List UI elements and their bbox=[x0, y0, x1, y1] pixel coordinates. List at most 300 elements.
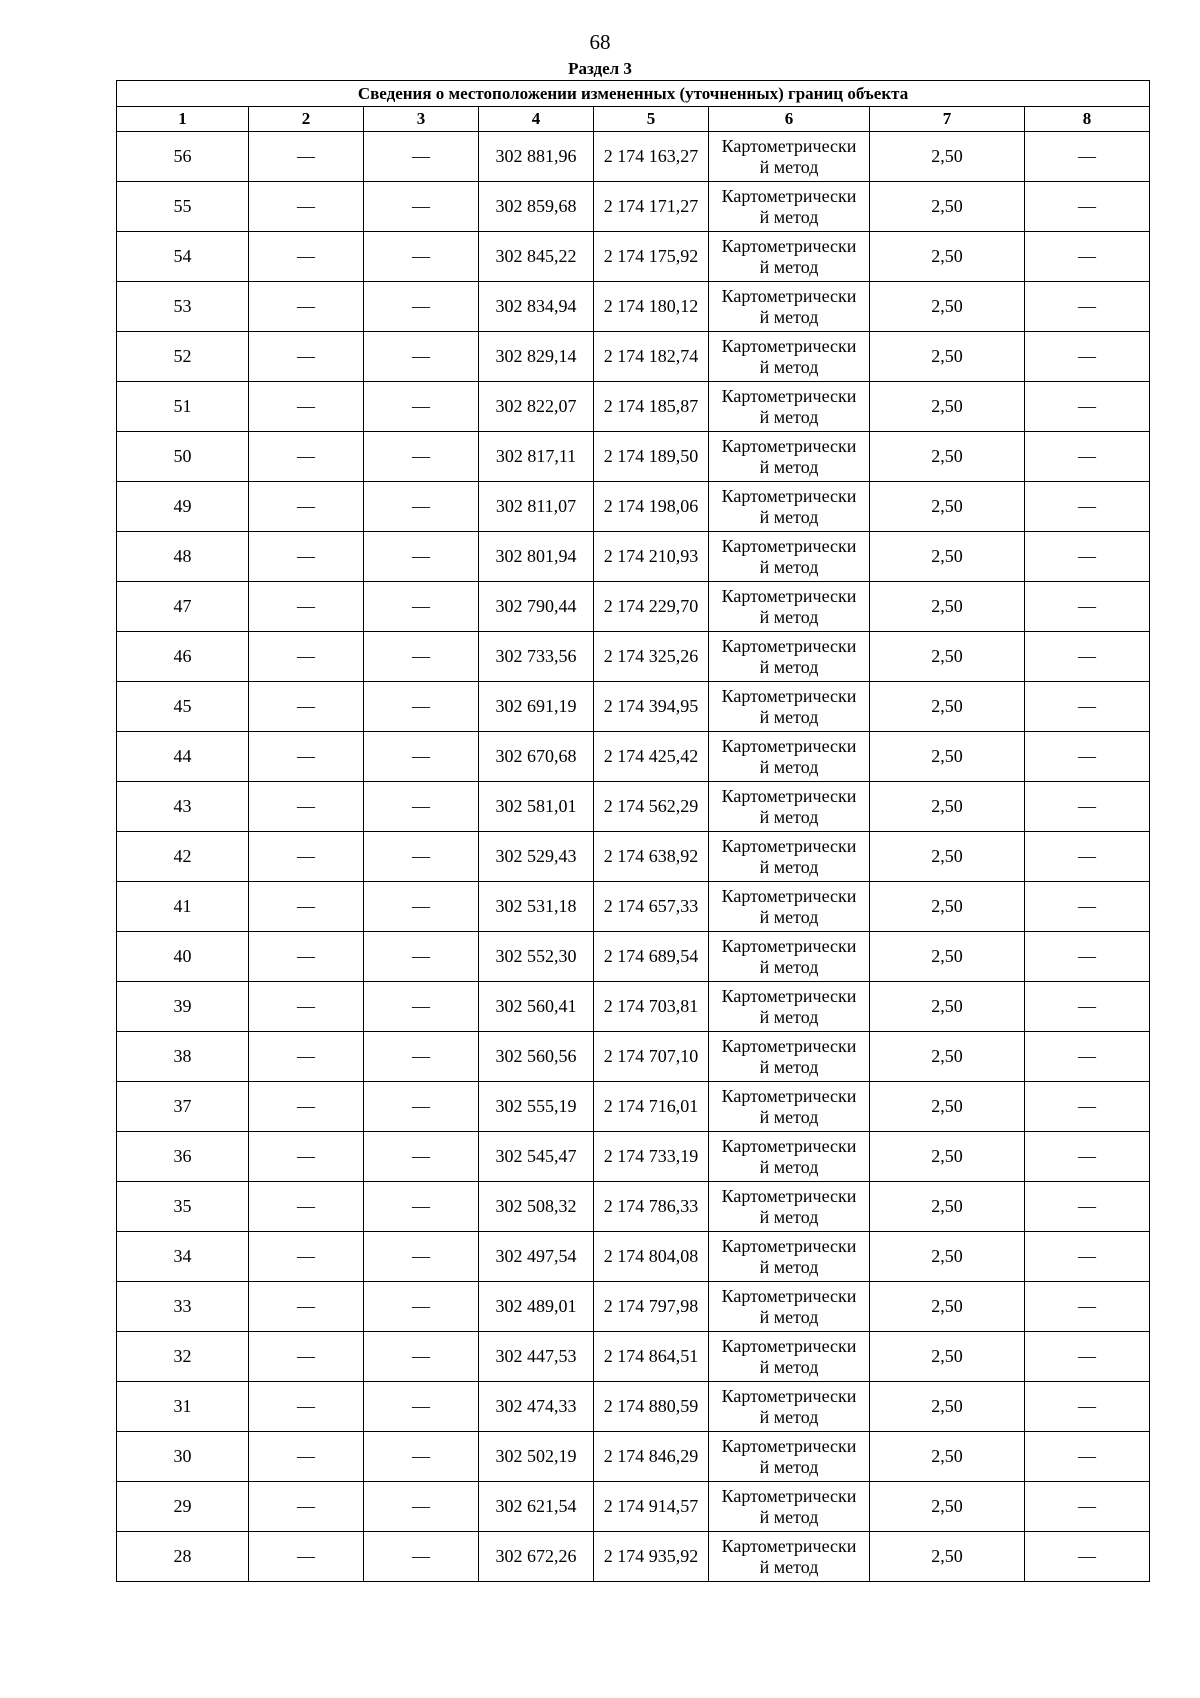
accuracy-cell: 2,50 bbox=[870, 232, 1025, 282]
table-row bbox=[117, 232, 1150, 282]
column-3-cell: — bbox=[364, 732, 479, 782]
column-8-cell: — bbox=[1025, 1382, 1150, 1432]
column-3-cell: — bbox=[364, 882, 479, 932]
column-3-cell: — bbox=[364, 232, 479, 282]
column-3-cell: — bbox=[364, 932, 479, 982]
column-3-cell: — bbox=[364, 1082, 479, 1132]
method-cell bbox=[709, 682, 870, 732]
table-row bbox=[117, 882, 1150, 932]
accuracy-cell: 2,50 bbox=[870, 982, 1025, 1032]
column-2-cell: — bbox=[249, 232, 364, 282]
point-number-cell: 45 bbox=[117, 682, 249, 732]
accuracy-cell: 2,50 bbox=[870, 1282, 1025, 1332]
accuracy-cell: 2,50 bbox=[870, 132, 1025, 182]
coordinate-x-cell: 302 829,14 bbox=[479, 332, 594, 382]
method-cell bbox=[709, 332, 870, 382]
coordinate-y-cell: 2 174 198,06 bbox=[594, 482, 709, 532]
method-line-1: Картометрически bbox=[721, 385, 857, 406]
accuracy-cell: 2,50 bbox=[870, 882, 1025, 932]
table-row bbox=[117, 982, 1150, 1032]
point-number-cell: 40 bbox=[117, 932, 249, 982]
column-2-cell: — bbox=[249, 182, 364, 232]
table-row bbox=[117, 782, 1150, 832]
method-line-2: й метод bbox=[759, 656, 819, 677]
method-line-2: й метод bbox=[759, 906, 819, 927]
coordinate-y-cell: 2 174 638,92 bbox=[594, 832, 709, 882]
column-2-cell: — bbox=[249, 782, 364, 832]
column-8-cell: — bbox=[1025, 1482, 1150, 1532]
column-2-cell: — bbox=[249, 532, 364, 582]
method-cell bbox=[709, 1232, 870, 1282]
point-number-cell: 29 bbox=[117, 1482, 249, 1532]
column-3-cell: — bbox=[364, 432, 479, 482]
coordinate-y-cell: 2 174 171,27 bbox=[594, 182, 709, 232]
method-cell bbox=[709, 732, 870, 782]
method-line-1: Картометрически bbox=[721, 1135, 857, 1156]
method-cell bbox=[709, 382, 870, 432]
column-3-cell: — bbox=[364, 682, 479, 732]
column-2-cell: — bbox=[249, 1232, 364, 1282]
column-2-cell: — bbox=[249, 1182, 364, 1232]
column-3-cell: — bbox=[364, 1382, 479, 1432]
column-2-cell: — bbox=[249, 382, 364, 432]
method-line-2: й метод bbox=[759, 1256, 819, 1277]
table-row bbox=[117, 1432, 1150, 1482]
method-cell bbox=[709, 232, 870, 282]
method-line-2: й метод bbox=[759, 1206, 819, 1227]
point-number-cell: 43 bbox=[117, 782, 249, 832]
coordinate-x-cell: 302 529,43 bbox=[479, 832, 594, 882]
column-3-cell: — bbox=[364, 182, 479, 232]
column-3-cell: — bbox=[364, 1032, 479, 1082]
coordinate-x-cell: 302 733,56 bbox=[479, 632, 594, 682]
point-number-cell: 55 bbox=[117, 182, 249, 232]
column-3-cell: — bbox=[364, 632, 479, 682]
column-2-cell: — bbox=[249, 132, 364, 182]
method-line-1: Картометрически bbox=[721, 985, 857, 1006]
column-number-8: 8 bbox=[1025, 107, 1150, 132]
accuracy-cell: 2,50 bbox=[870, 832, 1025, 882]
table-caption: Сведения о местоположении измененных (уточненных) границ объекта bbox=[117, 81, 1150, 107]
method-line-1: Картометрически bbox=[721, 835, 857, 856]
column-8-cell: — bbox=[1025, 1232, 1150, 1282]
table-row bbox=[117, 832, 1150, 882]
column-3-cell: — bbox=[364, 1532, 479, 1582]
method-cell bbox=[709, 432, 870, 482]
method-cell bbox=[709, 632, 870, 682]
method-line-2: й метод bbox=[759, 1556, 819, 1577]
method-line-1: Картометрически bbox=[721, 135, 857, 156]
table-row bbox=[117, 1282, 1150, 1332]
method-line-1: Картометрически bbox=[721, 285, 857, 306]
column-8-cell: — bbox=[1025, 1532, 1150, 1582]
coordinate-x-cell: 302 581,01 bbox=[479, 782, 594, 832]
column-2-cell: — bbox=[249, 932, 364, 982]
table-row bbox=[117, 1032, 1150, 1082]
coordinate-y-cell: 2 174 185,87 bbox=[594, 382, 709, 432]
table-row bbox=[117, 1082, 1150, 1132]
method-line-2: й метод bbox=[759, 156, 819, 177]
column-2-cell: — bbox=[249, 832, 364, 882]
accuracy-cell: 2,50 bbox=[870, 1382, 1025, 1432]
coordinate-x-cell: 302 691,19 bbox=[479, 682, 594, 732]
coordinate-x-cell: 302 672,26 bbox=[479, 1532, 594, 1582]
column-number-1: 1 bbox=[117, 107, 249, 132]
coordinate-y-cell: 2 174 425,42 bbox=[594, 732, 709, 782]
method-line-1: Картометрически bbox=[721, 885, 857, 906]
method-cell bbox=[709, 1432, 870, 1482]
accuracy-cell: 2,50 bbox=[870, 632, 1025, 682]
method-line-1: Картометрически bbox=[721, 735, 857, 756]
column-3-cell: — bbox=[364, 582, 479, 632]
column-3-cell: — bbox=[364, 982, 479, 1032]
column-number-3: 3 bbox=[364, 107, 479, 132]
accuracy-cell: 2,50 bbox=[870, 1082, 1025, 1132]
column-2-cell: — bbox=[249, 1432, 364, 1482]
column-2-cell: — bbox=[249, 1082, 364, 1132]
coordinate-y-cell: 2 174 689,54 bbox=[594, 932, 709, 982]
accuracy-cell: 2,50 bbox=[870, 1132, 1025, 1182]
method-cell bbox=[709, 932, 870, 982]
method-line-2: й метод bbox=[759, 1056, 819, 1077]
coordinate-x-cell: 302 531,18 bbox=[479, 882, 594, 932]
column-2-cell: — bbox=[249, 282, 364, 332]
column-2-cell: — bbox=[249, 1382, 364, 1432]
method-line-1: Картометрически bbox=[721, 785, 857, 806]
coordinate-x-cell: 302 881,96 bbox=[479, 132, 594, 182]
point-number-cell: 44 bbox=[117, 732, 249, 782]
table-row bbox=[117, 932, 1150, 982]
method-cell bbox=[709, 282, 870, 332]
coordinate-y-cell: 2 174 786,33 bbox=[594, 1182, 709, 1232]
column-2-cell: — bbox=[249, 1032, 364, 1082]
column-8-cell: — bbox=[1025, 1332, 1150, 1382]
method-line-2: й метод bbox=[759, 956, 819, 977]
coordinate-y-cell: 2 174 864,51 bbox=[594, 1332, 709, 1382]
coordinate-x-cell: 302 447,53 bbox=[479, 1332, 594, 1382]
coordinate-x-cell: 302 552,30 bbox=[479, 932, 594, 982]
method-line-2: й метод bbox=[759, 606, 819, 627]
method-line-1: Картометрически bbox=[721, 685, 857, 706]
point-number-cell: 35 bbox=[117, 1182, 249, 1232]
method-line-1: Картометрически bbox=[721, 1485, 857, 1506]
method-line-1: Картометрически bbox=[721, 1285, 857, 1306]
column-3-cell: — bbox=[364, 1182, 479, 1232]
table-row bbox=[117, 182, 1150, 232]
method-cell bbox=[709, 832, 870, 882]
column-number-7: 7 bbox=[870, 107, 1025, 132]
column-3-cell: — bbox=[364, 332, 479, 382]
coordinate-x-cell: 302 811,07 bbox=[479, 482, 594, 532]
method-line-1: Картометрически bbox=[721, 185, 857, 206]
method-line-1: Картометрически bbox=[721, 1035, 857, 1056]
coordinate-y-cell: 2 174 182,74 bbox=[594, 332, 709, 382]
column-2-cell: — bbox=[249, 732, 364, 782]
column-8-cell: — bbox=[1025, 282, 1150, 332]
accuracy-cell: 2,50 bbox=[870, 1182, 1025, 1232]
point-number-cell: 48 bbox=[117, 532, 249, 582]
column-8-cell: — bbox=[1025, 1082, 1150, 1132]
column-8-cell: — bbox=[1025, 1032, 1150, 1082]
column-8-cell: — bbox=[1025, 582, 1150, 632]
coordinate-y-cell: 2 174 229,70 bbox=[594, 582, 709, 632]
coordinate-y-cell: 2 174 914,57 bbox=[594, 1482, 709, 1532]
column-8-cell: — bbox=[1025, 732, 1150, 782]
method-line-1: Картометрически bbox=[721, 335, 857, 356]
method-line-2: й метод bbox=[759, 556, 819, 577]
method-cell bbox=[709, 1282, 870, 1332]
column-8-cell: — bbox=[1025, 482, 1150, 532]
point-number-cell: 36 bbox=[117, 1132, 249, 1182]
coordinate-x-cell: 302 822,07 bbox=[479, 382, 594, 432]
method-line-2: й метод bbox=[759, 1506, 819, 1527]
column-8-cell: — bbox=[1025, 232, 1150, 282]
coordinate-x-cell: 302 670,68 bbox=[479, 732, 594, 782]
coordinate-y-cell: 2 174 707,10 bbox=[594, 1032, 709, 1082]
column-8-cell: — bbox=[1025, 382, 1150, 432]
point-number-cell: 28 bbox=[117, 1532, 249, 1582]
coordinate-x-cell: 302 560,56 bbox=[479, 1032, 594, 1082]
point-number-cell: 34 bbox=[117, 1232, 249, 1282]
method-cell bbox=[709, 1182, 870, 1232]
method-line-1: Картометрически bbox=[721, 535, 857, 556]
column-number-5: 5 bbox=[594, 107, 709, 132]
coordinate-x-cell: 302 817,11 bbox=[479, 432, 594, 482]
table-row bbox=[117, 1332, 1150, 1382]
accuracy-cell: 2,50 bbox=[870, 782, 1025, 832]
method-cell bbox=[709, 882, 870, 932]
column-3-cell: — bbox=[364, 832, 479, 882]
accuracy-cell: 2,50 bbox=[870, 582, 1025, 632]
table-row bbox=[117, 1132, 1150, 1182]
coordinate-x-cell: 302 502,19 bbox=[479, 1432, 594, 1482]
point-number-cell: 42 bbox=[117, 832, 249, 882]
column-3-cell: — bbox=[364, 132, 479, 182]
table-row bbox=[117, 682, 1150, 732]
column-8-cell: — bbox=[1025, 132, 1150, 182]
method-line-1: Картометрически bbox=[721, 1235, 857, 1256]
accuracy-cell: 2,50 bbox=[870, 382, 1025, 432]
table-row bbox=[117, 432, 1150, 482]
table-body bbox=[117, 132, 1150, 1582]
column-2-cell: — bbox=[249, 682, 364, 732]
method-cell bbox=[709, 1532, 870, 1582]
table-row bbox=[117, 632, 1150, 682]
method-cell bbox=[709, 982, 870, 1032]
point-number-cell: 52 bbox=[117, 332, 249, 382]
method-cell bbox=[709, 582, 870, 632]
method-cell bbox=[709, 1082, 870, 1132]
column-8-cell: — bbox=[1025, 532, 1150, 582]
column-8-cell: — bbox=[1025, 1182, 1150, 1232]
column-8-cell: — bbox=[1025, 932, 1150, 982]
method-line-2: й метод bbox=[759, 1006, 819, 1027]
method-cell bbox=[709, 1132, 870, 1182]
method-cell bbox=[709, 1332, 870, 1382]
method-line-1: Картометрически bbox=[721, 1435, 857, 1456]
method-cell bbox=[709, 532, 870, 582]
coordinate-x-cell: 302 545,47 bbox=[479, 1132, 594, 1182]
method-cell bbox=[709, 132, 870, 182]
method-cell bbox=[709, 182, 870, 232]
point-number-cell: 49 bbox=[117, 482, 249, 532]
column-2-cell: — bbox=[249, 332, 364, 382]
coordinate-y-cell: 2 174 180,12 bbox=[594, 282, 709, 332]
column-8-cell: — bbox=[1025, 1282, 1150, 1332]
table-row bbox=[117, 582, 1150, 632]
column-3-cell: — bbox=[364, 282, 479, 332]
point-number-cell: 46 bbox=[117, 632, 249, 682]
coordinate-y-cell: 2 174 163,27 bbox=[594, 132, 709, 182]
point-number-cell: 53 bbox=[117, 282, 249, 332]
column-number-6: 6 bbox=[709, 107, 870, 132]
column-8-cell: — bbox=[1025, 982, 1150, 1032]
table-row bbox=[117, 732, 1150, 782]
accuracy-cell: 2,50 bbox=[870, 482, 1025, 532]
coordinate-x-cell: 302 859,68 bbox=[479, 182, 594, 232]
coordinate-y-cell: 2 174 210,93 bbox=[594, 532, 709, 582]
point-number-cell: 32 bbox=[117, 1332, 249, 1382]
method-line-2: й метод bbox=[759, 856, 819, 877]
point-number-cell: 31 bbox=[117, 1382, 249, 1432]
accuracy-cell: 2,50 bbox=[870, 1332, 1025, 1382]
method-line-1: Картометрически bbox=[721, 1085, 857, 1106]
column-3-cell: — bbox=[364, 1432, 479, 1482]
coordinate-x-cell: 302 508,32 bbox=[479, 1182, 594, 1232]
column-3-cell: — bbox=[364, 1132, 479, 1182]
point-number-cell: 38 bbox=[117, 1032, 249, 1082]
coordinate-y-cell: 2 174 733,19 bbox=[594, 1132, 709, 1182]
column-8-cell: — bbox=[1025, 432, 1150, 482]
column-3-cell: — bbox=[364, 482, 479, 532]
coordinate-y-cell: 2 174 325,26 bbox=[594, 632, 709, 682]
coordinate-y-cell: 2 174 797,98 bbox=[594, 1282, 709, 1332]
column-3-cell: — bbox=[364, 1282, 479, 1332]
point-number-cell: 39 bbox=[117, 982, 249, 1032]
coordinate-x-cell: 302 497,54 bbox=[479, 1232, 594, 1282]
column-8-cell: — bbox=[1025, 882, 1150, 932]
accuracy-cell: 2,50 bbox=[870, 1032, 1025, 1082]
accuracy-cell: 2,50 bbox=[870, 282, 1025, 332]
method-cell bbox=[709, 1482, 870, 1532]
column-number-4: 4 bbox=[479, 107, 594, 132]
column-3-cell: — bbox=[364, 382, 479, 432]
boundary-coordinates-table bbox=[116, 80, 1150, 1582]
accuracy-cell: 2,50 bbox=[870, 182, 1025, 232]
method-line-1: Картометрически bbox=[721, 435, 857, 456]
table-row bbox=[117, 382, 1150, 432]
method-line-2: й метод bbox=[759, 206, 819, 227]
column-2-cell: — bbox=[249, 1532, 364, 1582]
table-row bbox=[117, 282, 1150, 332]
column-number-2: 2 bbox=[249, 107, 364, 132]
point-number-cell: 33 bbox=[117, 1282, 249, 1332]
method-cell bbox=[709, 1382, 870, 1432]
method-line-2: й метод bbox=[759, 306, 819, 327]
method-line-1: Картометрически bbox=[721, 1385, 857, 1406]
method-line-2: й метод bbox=[759, 506, 819, 527]
method-line-1: Картометрически bbox=[721, 935, 857, 956]
method-line-1: Картометрически bbox=[721, 1185, 857, 1206]
coordinate-x-cell: 302 621,54 bbox=[479, 1482, 594, 1532]
column-2-cell: — bbox=[249, 582, 364, 632]
point-number-cell: 51 bbox=[117, 382, 249, 432]
method-line-2: й метод bbox=[759, 756, 819, 777]
column-2-cell: — bbox=[249, 1482, 364, 1532]
column-8-cell: — bbox=[1025, 682, 1150, 732]
method-line-2: й метод bbox=[759, 1356, 819, 1377]
accuracy-cell: 2,50 bbox=[870, 1432, 1025, 1482]
column-2-cell: — bbox=[249, 432, 364, 482]
coordinate-y-cell: 2 174 846,29 bbox=[594, 1432, 709, 1482]
accuracy-cell: 2,50 bbox=[870, 432, 1025, 482]
method-line-1: Картометрически bbox=[721, 485, 857, 506]
section-title: Раздел 3 bbox=[568, 59, 632, 78]
method-cell bbox=[709, 1032, 870, 1082]
method-line-2: й метод bbox=[759, 1106, 819, 1127]
coordinate-y-cell: 2 174 394,95 bbox=[594, 682, 709, 732]
method-line-1: Картометрически bbox=[721, 585, 857, 606]
column-3-cell: — bbox=[364, 532, 479, 582]
column-2-cell: — bbox=[249, 632, 364, 682]
column-2-cell: — bbox=[249, 882, 364, 932]
table-row bbox=[117, 132, 1150, 182]
method-line-2: й метод bbox=[759, 456, 819, 477]
method-line-2: й метод bbox=[759, 1456, 819, 1477]
column-3-cell: — bbox=[364, 1232, 479, 1282]
table-row bbox=[117, 1382, 1150, 1432]
method-line-2: й метод bbox=[759, 1156, 819, 1177]
column-2-cell: — bbox=[249, 1332, 364, 1382]
column-8-cell: — bbox=[1025, 632, 1150, 682]
point-number-cell: 50 bbox=[117, 432, 249, 482]
method-line-2: й метод bbox=[759, 1306, 819, 1327]
page-number: 68 bbox=[589, 30, 611, 54]
column-8-cell: — bbox=[1025, 782, 1150, 832]
method-line-1: Картометрически bbox=[721, 1335, 857, 1356]
method-line-1: Картометрически bbox=[721, 1535, 857, 1556]
column-8-cell: — bbox=[1025, 182, 1150, 232]
table-row bbox=[117, 1532, 1150, 1582]
column-3-cell: — bbox=[364, 1482, 479, 1532]
coordinate-x-cell: 302 845,22 bbox=[479, 232, 594, 282]
coordinate-y-cell: 2 174 189,50 bbox=[594, 432, 709, 482]
accuracy-cell: 2,50 bbox=[870, 682, 1025, 732]
method-line-2: й метод bbox=[759, 806, 819, 827]
point-number-cell: 56 bbox=[117, 132, 249, 182]
coordinate-x-cell: 302 834,94 bbox=[479, 282, 594, 332]
accuracy-cell: 2,50 bbox=[870, 532, 1025, 582]
point-number-cell: 41 bbox=[117, 882, 249, 932]
point-number-cell: 54 bbox=[117, 232, 249, 282]
accuracy-cell: 2,50 bbox=[870, 732, 1025, 782]
table-row bbox=[117, 1232, 1150, 1282]
method-cell bbox=[709, 782, 870, 832]
coordinate-y-cell: 2 174 703,81 bbox=[594, 982, 709, 1032]
coordinate-x-cell: 302 790,44 bbox=[479, 582, 594, 632]
column-number-row bbox=[117, 107, 1150, 132]
column-2-cell: — bbox=[249, 982, 364, 1032]
accuracy-cell: 2,50 bbox=[870, 932, 1025, 982]
point-number-cell: 37 bbox=[117, 1082, 249, 1132]
coordinate-y-cell: 2 174 657,33 bbox=[594, 882, 709, 932]
table-row bbox=[117, 332, 1150, 382]
coordinate-x-cell: 302 489,01 bbox=[479, 1282, 594, 1332]
point-number-cell: 47 bbox=[117, 582, 249, 632]
table-row bbox=[117, 482, 1150, 532]
column-8-cell: — bbox=[1025, 1132, 1150, 1182]
coordinate-x-cell: 302 555,19 bbox=[479, 1082, 594, 1132]
